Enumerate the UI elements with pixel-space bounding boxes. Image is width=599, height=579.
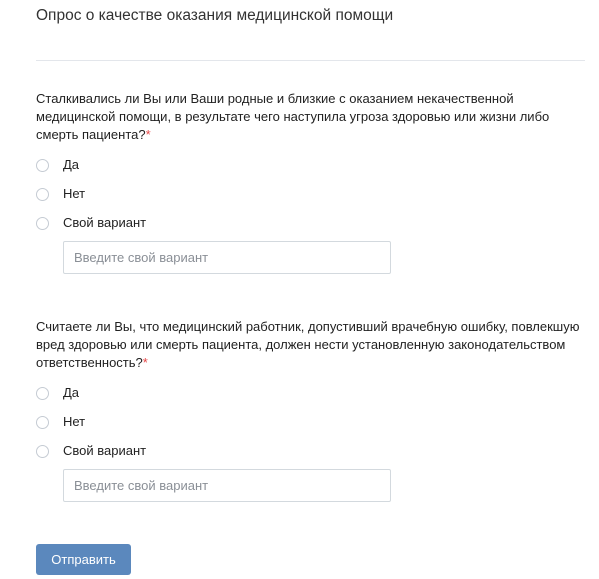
question-2-option-custom[interactable]	[36, 442, 146, 460]
option-label: Нет	[63, 414, 86, 429]
radio-button[interactable]	[36, 387, 49, 400]
question-2-option-yes[interactable]	[36, 384, 79, 402]
option-label: Да	[63, 157, 80, 172]
question-2-text: Считаете ли Вы, что медицинский работник, допустивший врачебную ошибку, повлекшую вред здоровью или смерть пациента, должен нести установленную законодательством ответственность?	[36, 319, 580, 370]
option-label: Нет	[63, 186, 86, 201]
radio-button[interactable]	[36, 217, 49, 230]
radio-button[interactable]	[36, 159, 49, 172]
required-mark: *	[145, 127, 151, 142]
radio-button[interactable]	[36, 416, 49, 429]
question-2-option-no[interactable]	[36, 413, 85, 431]
question-1-option-no[interactable]	[36, 185, 85, 203]
question-1	[36, 90, 586, 144]
option-label: Да	[63, 385, 80, 400]
question-1-text: Сталкивались ли Вы или Ваши родные и близкие с оказанием некачественной медицинской помощи, в результате чего наступила угроза здоровью или жизни либо смерть пациента?	[36, 91, 550, 142]
question-2	[36, 318, 586, 372]
question-2-custom-answer-input[interactable]	[63, 469, 391, 502]
question-1-option-yes[interactable]	[36, 156, 79, 174]
page-title: Опрос о качестве оказания медицинской помощи	[36, 7, 394, 24]
radio-button[interactable]	[36, 445, 49, 458]
option-label: Свой вариант	[63, 443, 147, 458]
option-label: Свой вариант	[63, 215, 147, 230]
required-mark: *	[142, 355, 148, 370]
question-1-option-custom[interactable]	[36, 214, 146, 232]
radio-button[interactable]	[36, 188, 49, 201]
submit-button[interactable]: Отправить	[36, 544, 131, 575]
question-1-custom-answer-input[interactable]	[63, 241, 391, 274]
title-divider	[36, 60, 585, 61]
